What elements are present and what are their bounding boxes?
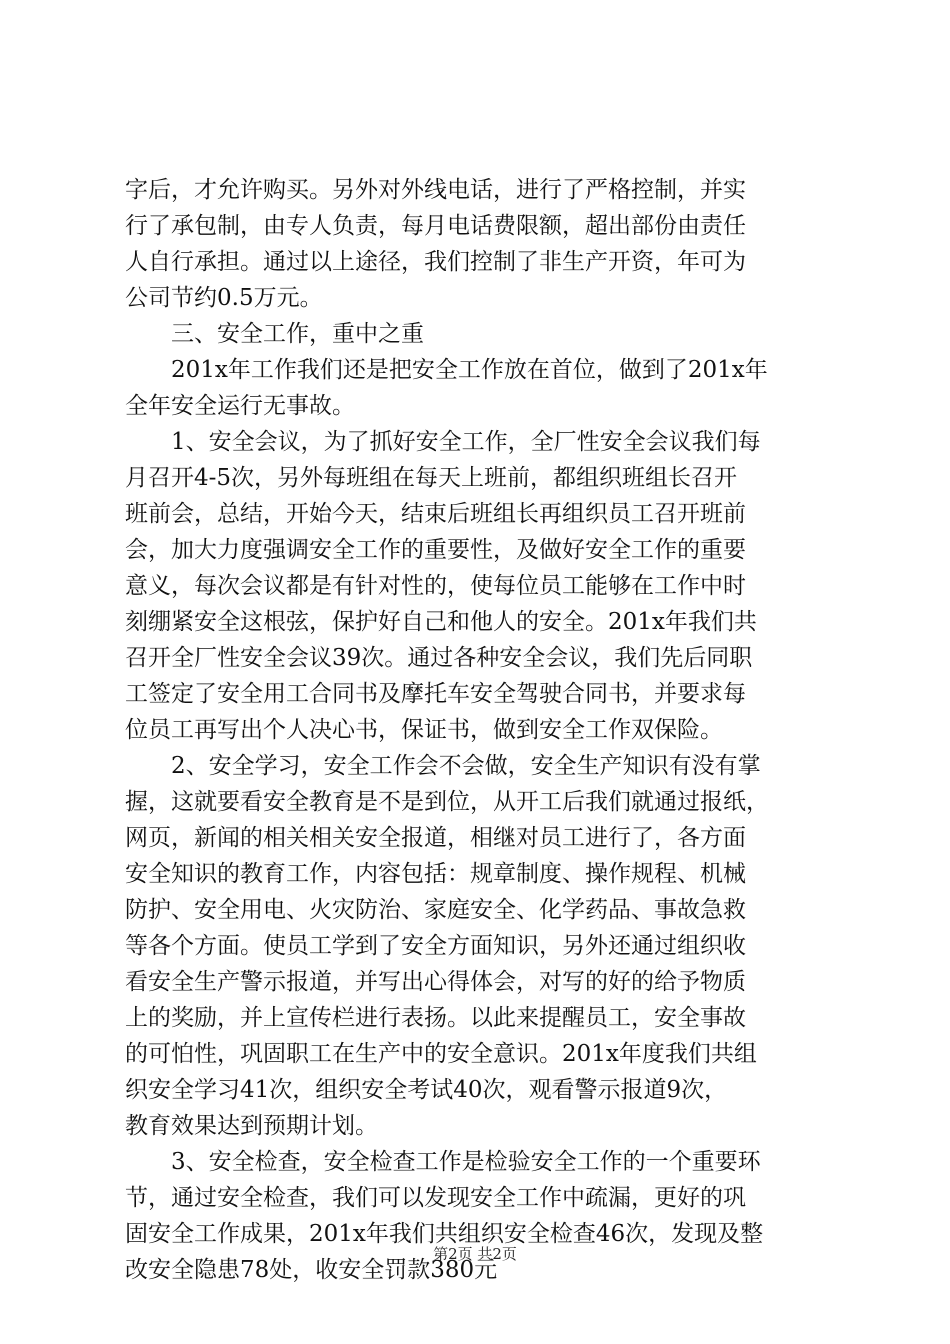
text-line: 意义，每次会议都是有针对性的，使每位员工能够在工作中时 [125,573,746,599]
text-line: 的可怕性，巩固职工在生产中的安全意识。201x年度我们共组 [125,1041,757,1067]
text-line: 看安全生产警示报道，并写出心得体会，对写的好的给予物质 [125,969,746,995]
text-line: 月召开4-5次，另外每班组在每天上班前，都组织班组长召开 [125,465,738,491]
text-line: 改安全隐患78处，收安全罚款380元 [125,1257,498,1283]
text-line: 3、安全检查，安全检查工作是检验安全工作的一个重要环 [171,1149,761,1175]
text-line: 2、安全学习，安全工作会不会做，安全生产知识有没有掌 [171,753,761,779]
text-line: 等各个方面。使员工学到了安全方面知识，另外还通过组织收 [125,933,746,959]
text-line: 刻绷紧安全这根弦，保护好自己和他人的安全。201x年我们共 [125,609,757,635]
text-line: 上的奖励，并上宣传栏进行表扬。以此来提醒员工，安全事故 [125,1005,746,1031]
text-line: 班前会，总结，开始今天，结束后班组长再组织员工召开班前 [125,501,746,527]
text-line: 公司节约0.5万元。 [125,285,323,311]
page-number-footer: 第2页 共2页 [433,1245,517,1263]
text-line: 1、安全会议，为了抓好安全工作，全厂性安全会议我们每 [171,429,761,455]
text-line: 网页，新闻的相关相关安全报道，相继对员工进行了，各方面 [125,825,746,851]
text-line: 安全知识的教育工作，内容包括：规章制度、操作规程、机械 [125,861,746,887]
text-line: 行了承包制，由专人负责，每月电话费限额，超出部份由责任 [125,213,746,239]
text-line: 防护、安全用电、火灾防治、家庭安全、化学药品、事故急救 [125,897,746,923]
text-line: 织安全学习41次，组织安全考试40次，观看警示报道9次， [125,1077,728,1103]
text-line: 召开全厂性安全会议39次。通过各种安全会议，我们先后同职 [125,645,753,671]
text-line: 全年安全运行无事故。 [125,393,355,419]
text-line: 位员工再写出个人决心书，保证书，做到安全工作双保险。 [125,717,723,743]
text-line: 节，通过安全检查，我们可以发现安全工作中疏漏，更好的巩 [125,1185,746,1211]
text-line: 教育效果达到预期计划。 [125,1113,378,1139]
text-line: 人自行承担。通过以上途径，我们控制了非生产开资，年可为 [125,249,746,275]
text-line: 固安全工作成果，201x年我们共组织安全检查46次，发现及整 [125,1221,764,1247]
text-line: 字后，才允许购买。另外对外线电话，进行了严格控制，并实 [125,177,746,203]
text-line: 握，这就要看安全教育是不是到位，从开工后我们就通过报纸， [125,789,769,815]
section-heading: 三、安全工作，重中之重 [171,321,424,347]
document-body [125,172,835,1288]
text-line: 工签定了安全用工合同书及摩托车安全驾驶合同书，并要求每 [125,681,746,707]
text-line: 201x年工作我们还是把安全工作放在首位，做到了201x年 [171,357,768,383]
text-line: 会，加大力度强调安全工作的重要性，及做好安全工作的重要 [125,537,746,563]
